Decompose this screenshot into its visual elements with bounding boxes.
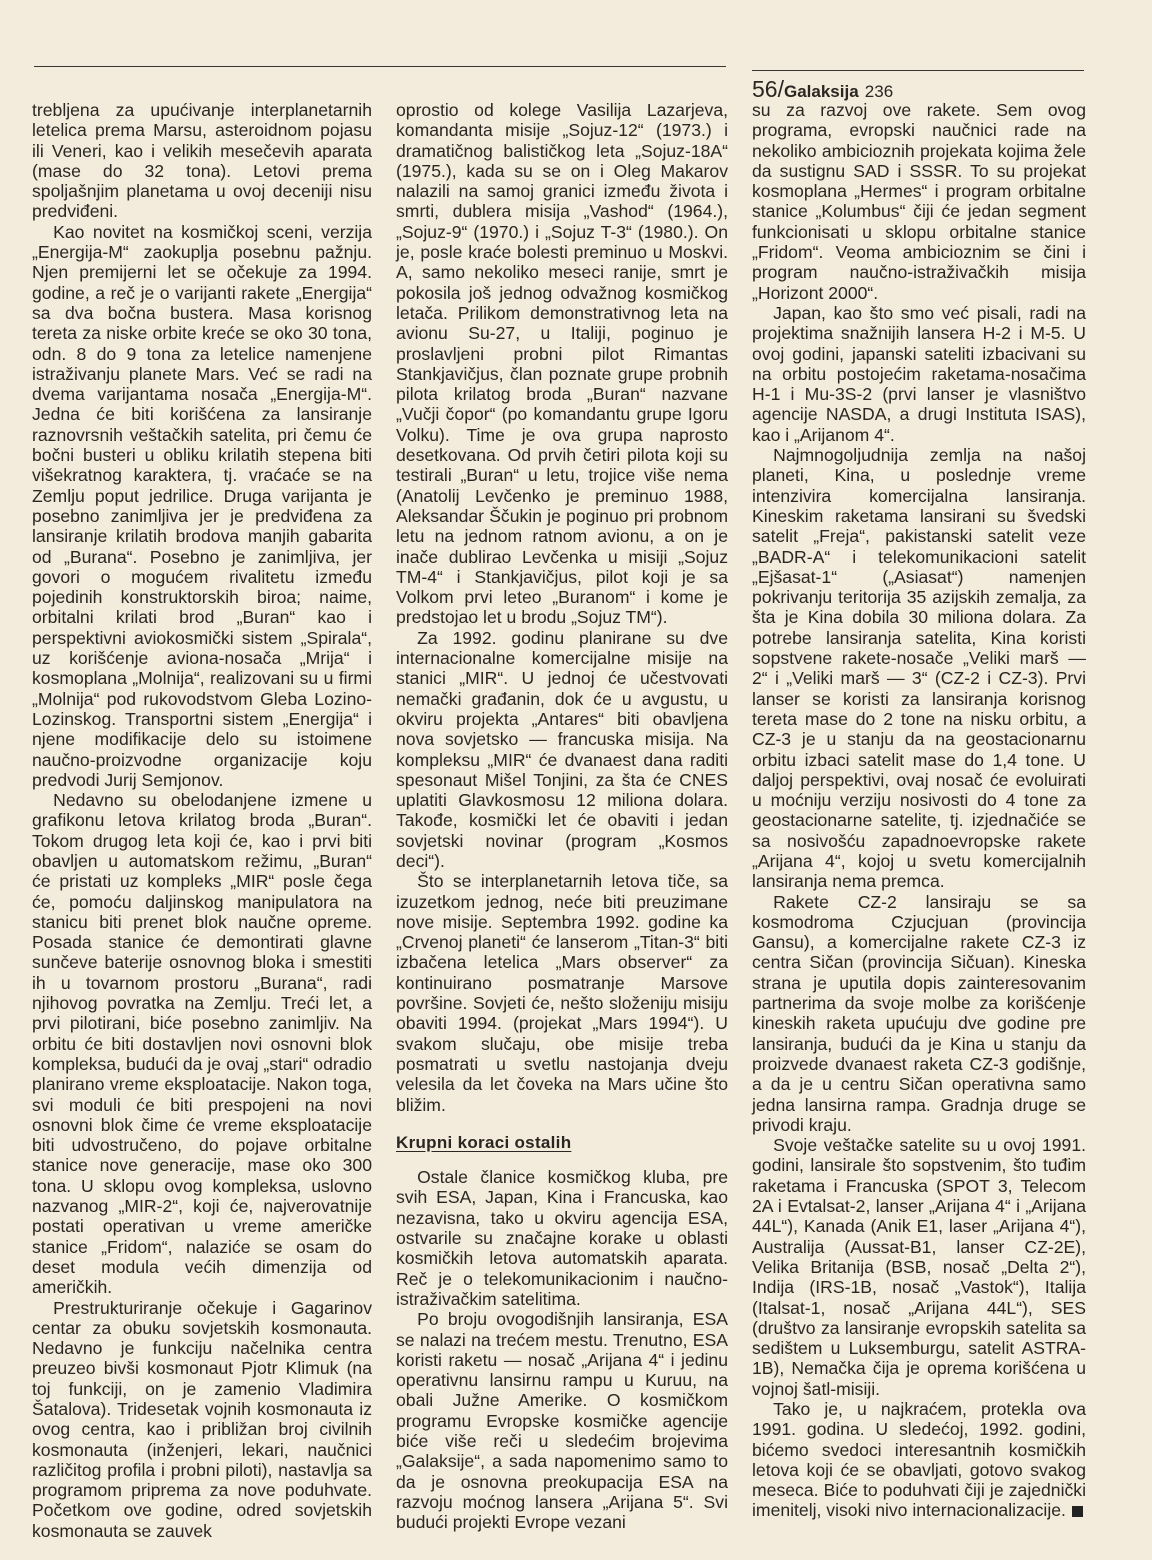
top-rule-left [34,66,726,67]
paragraph: Japan, kao što smo već pisali, radi na projektima snažnijih lansera H-2 i M-5. U ovoj godini, japanski sateliti izbacivani su na orbitu postojećim raketama-nosačima H-1 i Mu-3S-2 (prvi lanser je vlasništvo agencije NASDA, a drugi Instituta ISAS), kao i „Arijanom 4“. [752,302,1086,445]
paragraph: Po broju ovogodišnjih lansiranja, ESA se nalazi na trećem mestu. Trenutno, ESA koristi raketu — nosač „Arijana 4“ i jedinu operativnu lansirnu rampu u Kuruu, na obali Južne Amerike. O kosmičkom programu Evropske kosmičke agencije biće više reči u sledećim brojevima „Galaksije“, a sada napomenimo samo to da je osnovna preokupacija ESA na razvoju moćnog lansera „Arijana 5“. Svi budući projekti Evrope vezani [396,1309,728,1533]
paragraph: Prestrukturiranje očekuje i Gagarinov centar za obuku sovjetskih kosmonauta. Nedavno je funkciju načelnika centra preuzeo bivši kosmonaut Pjotr Klimuk (na toj funkciji, on je zamenio Vladimira Šatalova). Tridesetak vojnih kosmonauta iz ovog centra, kao i približan broj civilnih kosmonauta (inženjeri, lekari, naučnici različitog profila i probni piloti), nastavlja sa programom priprema za nove poduhvate. Početkom ove godine, odred sovjetskih kosmonauta se zauvek [32,1297,372,1541]
paragraph: su za razvoj ove rakete. Sem ovog programa, evropski naučnici rade na nekoliko ambicioznih projekata kojima žele da sustignu SAD i SSSR. To su projekat kosmoplana „Hermes“ i program orbitalne stanice „Kolumbus“ čiji će jedan segment funkcionisati u sklopu orbitalne stanice „Fridom“. Veoma ambicioznim se čini i program naučno-istraživačkih misija „Horizont 2000“. [752,100,1086,303]
paragraph: Svoje veštačke satelite su u ovoj 1991. godini, lansirale što sopstvenim, što tuđim raketama i Francuska (SPOT 3, Telecom 2A i Evtalsat-2, lanser „Arijana 4“ i „Arijana 44L“), Kanada (Anik E1, laser „Arijana 4“), Australija (Aussat-B1, lanser CZ-2E), Velika Britanija (BSB, nosač „Delta 2“), Indija (IRS-1B, nosač „Vastok“), Italija (Italsat-1, nosač „Arijana 44L“), SES (društvo za lansiranje evropskih satelita sa sedištem u Luksemburgu, satelit ASTRA-1B), Nemačka čija je oprema korišćena u vojnoj šatl-misiji. [752,1135,1086,1399]
column-2 [396,100,728,1532]
top-rule-right [752,70,1084,71]
paragraph: Što se interplanetarnih letova tiče, sa izuzetkom jednog, neće biti preuzimane nove misije. Septembra 1992. godine ka „Crvenoj planeti“ će lanserom „Titan-3“ biti izbačena letelica „Mars observer“ za kontinuirano posmatranje Marsove površine. Sovjeti će, nešto složeniju misiju obaviti 1994. (projekat „Mars 1994“). U svakom slučaju, obe misije treba posmatrati u svetlu nastojanja dveju velesila da let čoveka na Mars učine što bližim. [396,871,728,1115]
issue-number: 236 [864,82,894,101]
paragraph: Nedavno su obelodanjene izmene u grafikonu letova krilatog broda „Buran“. Tokom drugog leta koji će, kao i prvi biti obavljen u automatskom režimu, „Buran“ će pristati uz kompleks „MIR“ posle čega će, pomoću daljinskog manipulatora na stanicu biti prenet blok naučne opreme. Posada stanice će demontirati glavne sunčeve baterije osnovnog bloka i smestiti ih u tovarnom prostoru „Burana“, radi njihovog povratka na Zemlju. Treći let, a prvi pilotirani, biće posebno zanimljiv. Na orbitu će biti dostavljen novi osnovni blok kompleksa, budući da je ovaj „stari“ odradio planirano vreme eksploatacije. Nakon toga, svi moduli će biti prespojeni na novi osnovni blok čime će vreme eksploatacije biti udvostručeno, do pojave orbitalne stanice nove generacije, mase oko 300 tona. U sklopu ovog kompleksa, uslovno nazvanog „MIR-2“, koji će, najverovatnije postati operativan u vreme američke stanice „Fridom“, nalaziće se osam do deset modula većih dimenzija od američkih. [32,790,372,1298]
paragraph: Za 1992. godinu planirane su dve internacionalne komercijalne misije na stanici „MIR“. U jednoj će učestvovati nemački građanin, dok će u avgustu, u okviru projekta „Antares“ biti obavljena nova sovjetsko — francuska misija. Na kompleksu „MIR“ će dvanaest dana raditi spesonaut Mišel Tonjini, za šta će CNES uplatiti Glavkosmosu 12 miliona dolara. Takođe, kosmički let će obaviti i jedan sovjetski novinar (program „Kosmos deci“). [396,627,728,871]
end-of-article-mark [1072,1506,1083,1517]
paragraph-final [752,1399,1086,1521]
paragraph: trebljena za upućivanje interplanetarnih letelica prema Marsu, asteroidnom pojasu ili Veneri, kao i velikih mesečevih aparata (mase do 32 tona). Letovi prema spoljašnjim planetama u ovoj deceniji nisu predviđeni. [32,100,372,222]
paragraph: Rakete CZ-2 lansiraju se sa kosmodroma Czjucjuan (provincija Gansu), a komercijalne rakete CZ-3 iz centra Sičan (provincija Sičuan). Kineska strana je uputila dopis zainteresovanim partnerima da svoje molbe za korišćenje kineskih raketa upućuju dve godine pre lansiranja, budući da je Kina u stanju da proizvede dvanaest raketa CZ-3 godišnje, a da je u centru Sičan operativna samo jedna lansirna rampa. Gradnja druge se privodi kraju. [752,891,1086,1135]
paragraph: Najmnogoljudnija zemlja na našoj planeti, Kina, u poslednje vreme intenzivira komercijalna lansiranja. Kineskim raketama lansirani su švedski satelit „Freja“, pakistanski satelit veze „BADR-A“ i telekomunikacioni satelit „Ejšasat-1“ („Asiasat“) namenjen pokrivanju teritorija 35 azijskih zemalja, za šta je Kina dobila 30 miliona dolara. Za potrebe lansiranja satelita, Kina koristi sopstvene rakete-nosače „Veliki marš — 2“ i „Veliki marš — 3“ (CZ-2 i CZ-3). Prvi lanser se koristi za lansiranja korisnog tereta mase do 2 tone na nisku orbitu, a CZ-3 je u stanju da na geostacionarnu orbitu izbaci satelit mase do 1,4 tone. U daljoj perspektivi, ovaj nosač će evoluirati u moćniju verziju nosivosti do 4 tone za geostacionarne satelite, tj. izjednačiće se sa nosivošću zapadnoevropske rakete „Arijana 4“, kojoj u svetu komercijalnih lansiranja nema premca. [752,445,1086,892]
paragraph: oprostio od kolege Vasilija Lazarjeva, komandanta misije „Sojuz-12“ (1973.) i dramatičnog balističkog leta „Sojuz-18A“ (1975.), kada su se on i Oleg Makarov nalazili na samoj granici između života i smrti, dublera misija „Vashod“ (1964.), „Sojuz-9“ (1970.) i „Sojuz T-3“ (1980.). On je, posle kraće bolesti preminuo u Moskvi. A, samo nekoliko meseci ranije, smrt je pokosila još jednog odvažnog kosmičkog letača. Prilikom demonstrativnog leta na avionu Su-27, u Italiji, poginuo je proslavljeni probni pilot Rimantas Stankjavičjus, član poznate grupe probnih pilota krilatog broda „Buran“ nazvane „Vučji čopor“ (po komandantu grupe Igoru Volku). Time je ova grupa naprosto desetkovana. Od prvih četiri pilota koji su testirali „Buran“ u letu, trojice više nema (Anatolij Levčenko je preminuo 1988, Aleksandar Ščukin je poginuo pri probnom letu na jednom ratnom avionu, a on je inače dublirao Levčenka u misiji „Sojuz TM-4“ i Stankjavičjus, pilot koji je sa Volkom prvi leteo „Buranom“ i kome je predstojao let u brodu „Sojuz TM“). [396,100,728,628]
section-subheading: Krupni koraci ostalih [396,1132,572,1152]
column-3 [752,100,1086,1521]
column-1 [32,100,372,1541]
magazine-name: Galaksija [783,82,859,101]
page-header [752,76,893,103]
page-number: 56/ [752,76,784,102]
final-paragraph-text: Tako je, u najkraćem, protekla ova 1991. godina. U sledećoj, 1992. godini, bićemo svedoci interesantnih kosmičkih letova koji će se obavljati, gotovo svakog meseca. Biće to poduhvati čiji je zajednički imenitelj, visoki nivo internacionalizacije. [752,1399,1086,1521]
paragraph: Ostale članice kosmičkog kluba, pre svih ESA, Japan, Kina i Francuska, kao nezavisna, tako u okviru agencija ESA, ostvarile su značajne korake u oblasti kosmičkih letova automatskih aparata. Reč je o telekomunikacionim i naučno-istraživačkim satelitima. [396,1167,728,1309]
paragraph: Kao novitet na kosmičkoj sceni, verzija „Energija-M“ zaokuplja posebnu pažnju. Njen premijerni let se očekuje za 1994. godine, a reč je o varijanti rakete „Energija“ sa dva bočna bustera. Masa korisnog tereta za niske orbite kreće se oko 30 tona, odn. 8 do 9 tona za letelice namenjene istraživanju planete Mars. Već se radi na dvema varijantama nosača „Energija-M“. Jedna će biti korišćena za lansiranje raznovrsnih veštačkih satelita, pri čemu će bočni busteri u obliku krilatih stepena biti višekratnog karaktera, tj. vraćaće se na Zemlju poput jedrilice. Druga varijanta je posebno zanimljiva jer je predviđena za lansiranje krilatih brodova manjih gabarita od „Burana“. Posebno je zanimljiva, jer govori o mogućem rivalitetu između pojedinih konstruktorskih biroa; naime, orbitalni krilati brod „Buran“ kao i perspektivni aviokosmički sistem „Spirala“, uz korišćenje aviona-nosača „Mrija“ i kosmoplana „Molnija“, realizovani su u firmi „Molnija“ pod rukovodstvom Gleba Lozino-Lozinskog. Transportni sistem „Energija“ i njene modifikacije delo su istoimene naučno-proizvodne organizacije koju predvodi Jurij Semjonov. [32,221,372,790]
